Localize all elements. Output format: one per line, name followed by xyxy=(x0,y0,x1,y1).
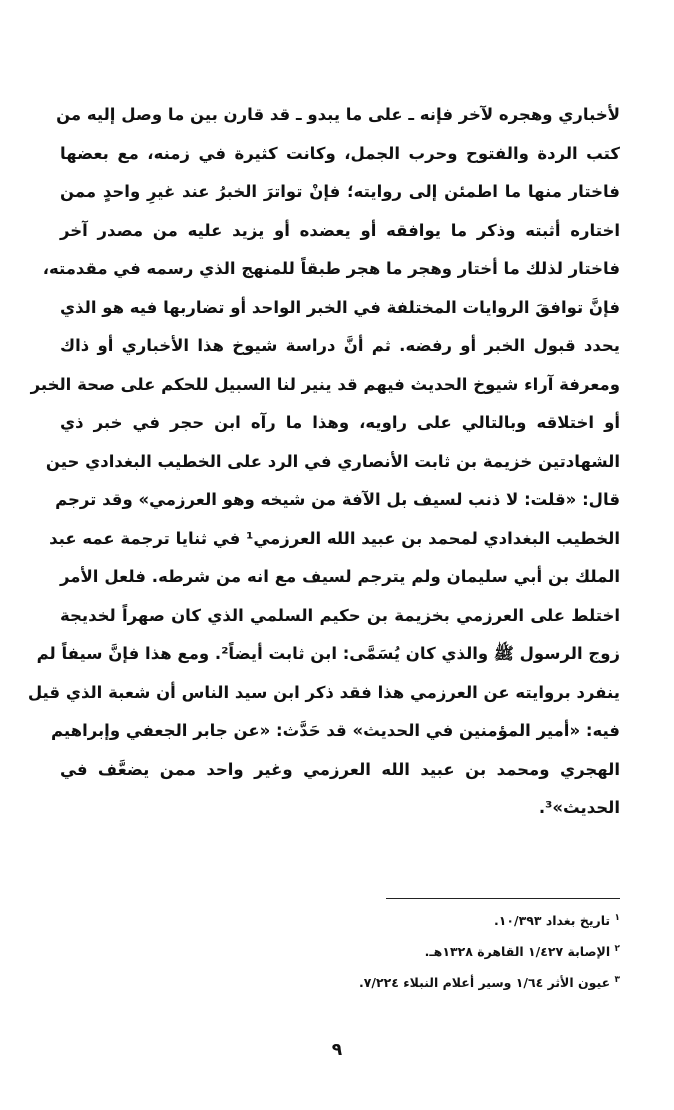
footnote-number: ١ xyxy=(614,912,620,923)
text-line: فإنَّ توافقَ الروايات المختلفة في الخبر الواحد أو تضاربها فيه هو الذي xyxy=(60,297,620,317)
text-line: ينفرد بروايته عن العرزمي هذا فقد ذكر ابن سيد الناس أن شعبة الذي قيل xyxy=(27,682,620,702)
text-line: الهجري ومحمد بن عبيد الله العرزمي وغير واحد ممن يضعَّف في xyxy=(60,759,620,779)
footnote-divider xyxy=(386,898,620,899)
text-line: قال: «قلت: لا ذنب لسيف بل الآفة من شيخه وهو العرزمي» وقد ترجم xyxy=(55,490,620,509)
text-line: أو اختلاقه وبالتالي على راويه، وهذا ما رآه ابن حجر في خبر ذي xyxy=(60,413,620,432)
footnote-item xyxy=(60,936,620,967)
footnote-text: عيون الأثر ١/٦٤ وسير أعلام النبلاء ٧/٢٢٤. xyxy=(359,975,611,990)
footnote-text: تاريخ بغداد ١٠/٣٩٣. xyxy=(494,913,611,928)
text-line: اختاره أثبته وذكر ما يوافقه أو يعضده أو يزيد عليه من مصدر آخر xyxy=(60,220,620,240)
text-line: الملك بن أبي سليمان ولم يترجم لسيف مع انه من شرطه. فلعل الأمر xyxy=(60,567,620,586)
footnote-number: ٣ xyxy=(614,974,620,985)
footnote-item xyxy=(60,967,620,998)
text-line: فاختار منها ما اطمئن إلى روايته؛ فإنْ تواترَ الخبرُ عند غيرِ واحدٍ ممن xyxy=(60,182,620,201)
text-line: اختلط على العرزمي بخزيمة بن حكيم السلمي الذي كان صهراً لخديجة xyxy=(60,605,620,625)
footnote-item xyxy=(60,905,620,936)
text-line: كتب الردة والفتوح وحرب الجمل، وكانت كثيرة في زمنه، مع بعضها xyxy=(60,143,620,163)
text-line: الشهادتين خزيمة بن ثابت الأنصاري في الرد على الخطيب البغدادي حين xyxy=(45,451,620,471)
footnote-number: ٢ xyxy=(614,943,620,954)
text-line: ومعرفة آراء شيوخ الحديث فيهم قد ينير لنا السبيل للحكم على صحة الخبر xyxy=(30,374,620,394)
text-line: الحديث»³. xyxy=(538,798,620,817)
text-line: زوج الرسول ﷺ والذي كان يُسَمَّى: ابن ثابت أيضاً². ومع هذا فإنَّ سيفاً لم xyxy=(36,644,620,663)
text-line: يحدد قبول الخبر أو رفضه. ثم أنَّ دراسة شيوخ هذا الأخباري أو ذاك xyxy=(60,336,620,355)
footnotes xyxy=(60,905,620,998)
page-number: ٩ xyxy=(331,1040,343,1060)
body-text xyxy=(27,96,620,828)
text-line: فيه: «أمير المؤمنين في الحديث» قد حَدَّث: «عن جابر الجعفي وإبراهيم xyxy=(50,721,620,740)
footnote-text: الإصابة ١/٤٢٧ القاهرة ١٣٢٨هـ. xyxy=(424,944,611,959)
text-line: لأخباري وهجره لآخر فإنه ـ على ما يبدو ـ قد قارن بين ما وصل إليه من xyxy=(56,105,620,124)
text-line: الخطيب البغدادي لمحمد بن عبيد الله العرزمي¹ في ثنايا ترجمة عمه عبد xyxy=(49,528,620,548)
text-line: فاختار لذلك ما أختار وهجر ما هجر طبقاً للمنهج الذي رسمه في مقدمته، xyxy=(42,259,620,278)
